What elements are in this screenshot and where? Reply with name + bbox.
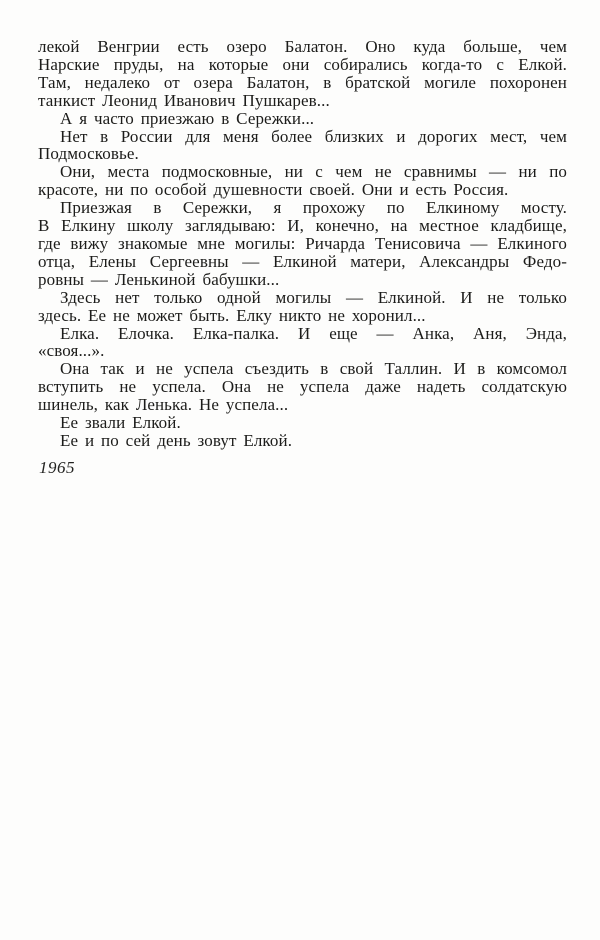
text-block bbox=[38, 38, 567, 450]
text-line: В Елкину школу заглядываю: И, конечно, на местное кладбище, bbox=[38, 216, 567, 236]
text-line: лекой Венгрии есть озеро Балатон. Оно куда больше, чем bbox=[38, 37, 567, 56]
text-line: Она так и не успела съездить в свой Таллин. И в комсомол bbox=[60, 359, 567, 379]
text-line: Здесь нет только одной могилы — Елкиной. И не только bbox=[60, 287, 567, 307]
text-line: Подмосковье. bbox=[38, 144, 139, 164]
text-line: Приезжая в Сережки, я прохожу по Елкиному мосту. bbox=[60, 198, 567, 218]
text-line: «своя...». bbox=[38, 341, 105, 361]
text-line: Елка. Елочка. Елка-палка. И еще — Анка, Аня, Энда, bbox=[60, 323, 567, 343]
text-line: красоте, ни по особой душевности своей. Они и есть Россия. bbox=[38, 180, 509, 200]
text-line: Нет в России для меня более близких и дорогих мест, чем bbox=[60, 126, 567, 146]
year-label: 1965 bbox=[39, 458, 75, 477]
text-line: Они, места подмосковные, ни с чем не сравнимы — ни по bbox=[60, 162, 567, 182]
text-line: здесь. Ее не может быть. Елку никто не хоронил... bbox=[38, 305, 426, 325]
text-line: Ее и по сей день зовут Елкой. bbox=[60, 430, 293, 450]
text-line: Там, недалеко от озера Балатон, в братской могиле похоронен bbox=[38, 72, 567, 92]
text-line: шинель, как Ленька. Не успела... bbox=[38, 395, 289, 415]
text-line: танкист Леонид Иванович Пушкарев... bbox=[38, 90, 330, 110]
text-line: где вижу знакомые мне могилы: Ричарда Тенисовича — Елкиного bbox=[38, 233, 567, 253]
text-line: Ее звали Елкой. bbox=[60, 413, 181, 433]
text-line: ровны — Ленькиной бабушки... bbox=[38, 269, 280, 289]
text-line: вступить не успела. Она не успела даже надеть солдатскую bbox=[38, 377, 567, 397]
text-line: А я часто приезжаю в Сережки... bbox=[60, 108, 315, 128]
text-line: отца, Елены Сергеевны — Елкиной матери, Александры Федо- bbox=[38, 251, 567, 271]
text-line: Нарские пруды, на которые они собирались когда-то с Елкой. bbox=[38, 54, 567, 74]
